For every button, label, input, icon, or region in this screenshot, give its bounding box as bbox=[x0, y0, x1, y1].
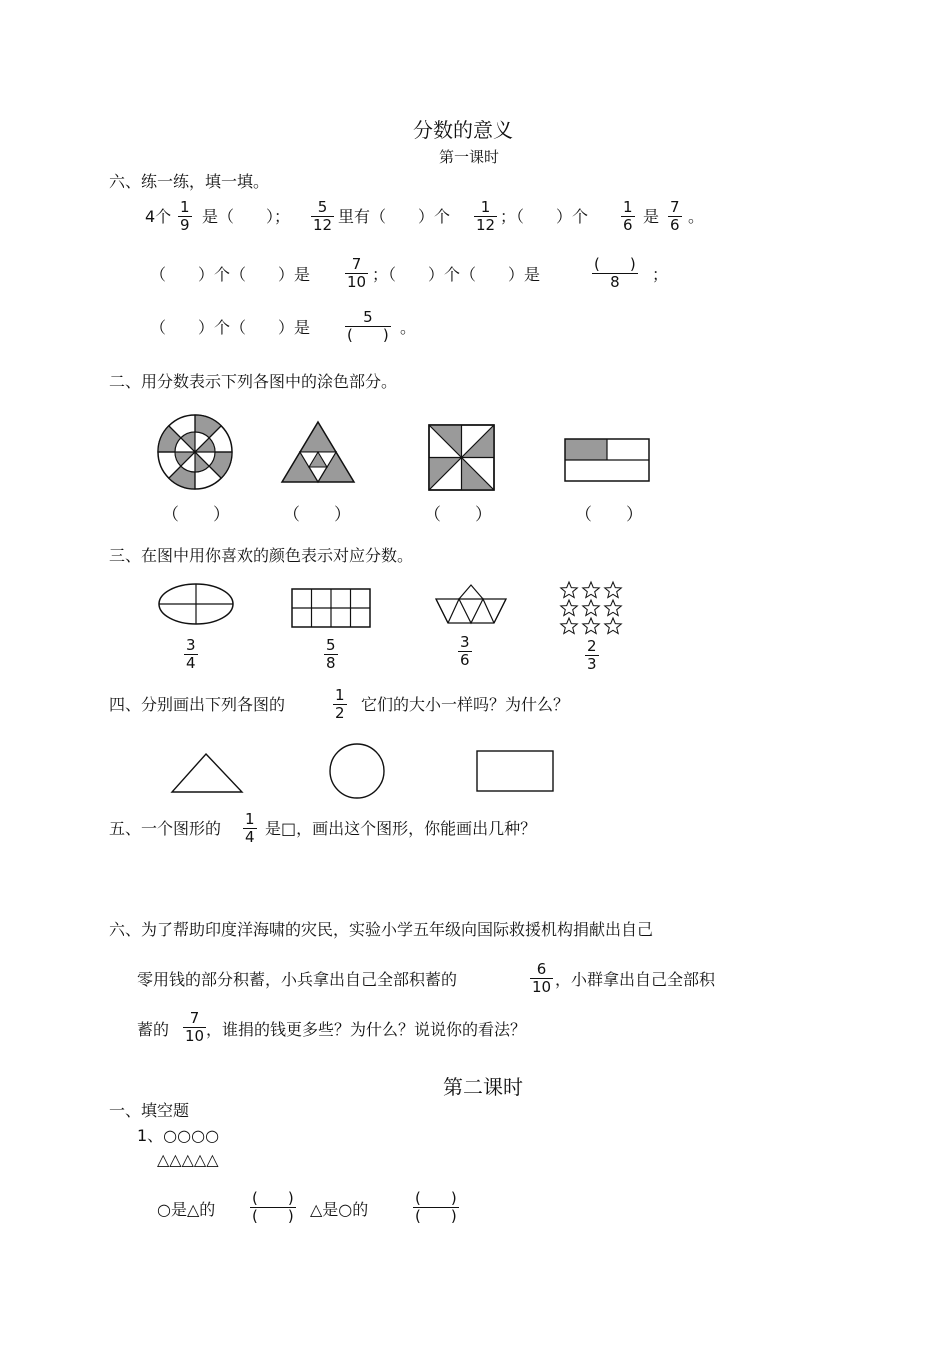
fraction-3-6: $\frac{3}{6}$ bbox=[460, 633, 470, 669]
fraction-6-10: $\frac{6}{10}$ bbox=[532, 960, 552, 996]
section-6-line-1: 六、为了帮助印度洋海啸的灾民，实验小学五年级向国际救援机构捐献出自己 bbox=[109, 920, 654, 939]
section-6-line-2b: ，小群拿出自己全部积 bbox=[555, 970, 716, 989]
fraction-7-10: $\frac{7}{10}$ bbox=[347, 255, 367, 291]
answer-blank-4[interactable]: （ ） bbox=[575, 505, 643, 525]
fraction-1-12: $\frac{1}{12}$ bbox=[476, 198, 496, 234]
circle-of-triangle-label: ○是△的 bbox=[157, 1200, 216, 1219]
triangles-row: △△△△△ bbox=[157, 1150, 219, 1169]
answer-blank-2[interactable]: （ ） bbox=[283, 505, 351, 525]
ellipse-figure[interactable] bbox=[157, 582, 237, 628]
fraction-1-2: $\frac{1}{2}$ bbox=[335, 686, 345, 722]
s1-r2-b: ；（ ）个（ ）是 bbox=[372, 265, 541, 284]
fraction-3-4: $\frac{3}{4}$ bbox=[186, 636, 196, 672]
s1-r3-a: （ ）个（ ）是 bbox=[150, 318, 311, 337]
fraction-5-8: $\frac{5}{8}$ bbox=[326, 636, 336, 672]
fraction-1-6: $\frac{1}{6}$ bbox=[623, 198, 633, 234]
s1-r2-a: （ ）个（ ）是 bbox=[150, 265, 311, 284]
lesson-two-title: 第二课时 bbox=[443, 1075, 523, 1099]
grid-rectangle-figure[interactable] bbox=[291, 588, 373, 630]
fraction-5-blank: 5 ( ) bbox=[347, 308, 389, 344]
answer-blank-3[interactable]: （ ） bbox=[424, 505, 492, 525]
section-4-heading: 四、分别画出下列各图的 bbox=[109, 695, 286, 714]
shaded-square-figure bbox=[428, 424, 496, 492]
s1-r1-c: 里有（ ）个 bbox=[338, 207, 451, 226]
s1-r1-b: 是（ ）； bbox=[202, 207, 291, 226]
circle-drawing[interactable] bbox=[328, 743, 388, 801]
fraction-2-3: $\frac{2}{3}$ bbox=[587, 637, 597, 673]
fraction-5-12: $\frac{5}{12}$ bbox=[313, 198, 333, 234]
triangle-drawing[interactable] bbox=[170, 752, 244, 794]
fraction-7-6: $\frac{7}{6}$ bbox=[670, 198, 680, 234]
triangle-row-figure[interactable] bbox=[434, 585, 508, 627]
section-6-line-3b: ，谁捐的钱更多些？为什么？说说你的看法？ bbox=[206, 1020, 527, 1039]
circles-row: 1、○○○○ bbox=[137, 1126, 220, 1145]
section-6-line-2a: 零用钱的部分积蓄，小兵拿出自己全部积蓄的 bbox=[137, 970, 458, 989]
section-4-question: 它们的大小一样吗？为什么？ bbox=[361, 695, 570, 714]
shaded-rectangle-figure bbox=[564, 438, 652, 484]
section-6-line-3a: 蓄的 bbox=[137, 1020, 170, 1039]
fill-blank-heading: 一、填空题 bbox=[109, 1101, 190, 1120]
lesson-one-title: 第一课时 bbox=[439, 148, 500, 166]
stars-figure[interactable] bbox=[560, 581, 626, 635]
section-1-heading: 六、练一练，填一填。 bbox=[109, 172, 270, 191]
rectangle-drawing[interactable] bbox=[476, 750, 556, 794]
shaded-circle-figure bbox=[155, 414, 235, 490]
s1-r3-b: 。 bbox=[400, 318, 417, 337]
s1-r2-c: ； bbox=[652, 265, 669, 284]
s1-r1-e: 是 bbox=[643, 207, 660, 226]
section-5-heading: 五、一个图形的 bbox=[109, 819, 222, 838]
section-5-question: 是□，画出这个图形，你能画出几种？ bbox=[265, 819, 537, 838]
answer-blank-1[interactable]: （ ） bbox=[162, 505, 230, 525]
blank-fraction-2[interactable]: ( ) ( ) bbox=[415, 1189, 457, 1225]
shaded-triangle-figure bbox=[280, 420, 356, 484]
triangle-of-circle-label: △是○的 bbox=[310, 1200, 369, 1219]
section-2-heading: 二、用分数表示下列各图中的涂色部分。 bbox=[109, 372, 398, 391]
page-title: 分数的意义 bbox=[413, 118, 513, 142]
s1-r1-d: ；（ ）个 bbox=[500, 207, 589, 226]
fraction-1-9: $\frac{1}{9}$ bbox=[180, 198, 190, 234]
blank-fraction-1[interactable]: ( ) ( ) bbox=[252, 1189, 294, 1225]
fraction-7-10-b: $\frac{7}{10}$ bbox=[185, 1009, 205, 1045]
s1-r1-a: 4个 bbox=[145, 207, 172, 226]
fraction-blank-8: ( ) 8 bbox=[594, 255, 636, 291]
section-3-heading: 三、在图中用你喜欢的颜色表示对应分数。 bbox=[109, 546, 414, 565]
fraction-1-4: $\frac{1}{4}$ bbox=[245, 810, 255, 846]
s1-r1-f: 。 bbox=[688, 207, 705, 226]
